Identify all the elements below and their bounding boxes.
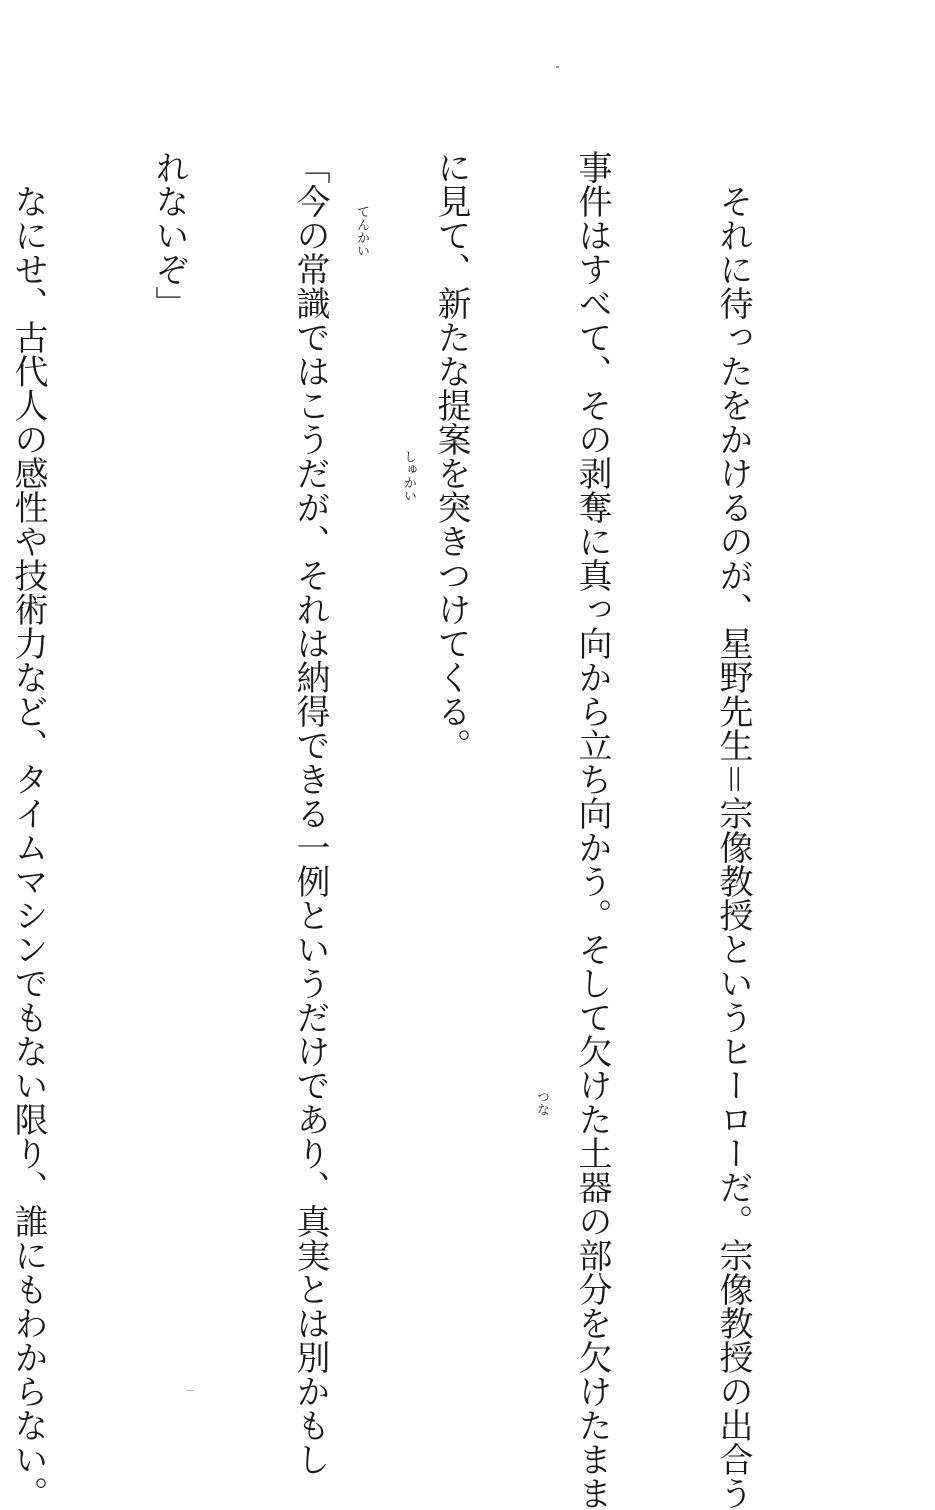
vertical-text-body	[8, 150, 850, 1510]
ruby-annotation: てんかい	[354, 205, 369, 257]
text-line: なにせ、古代人の感性や技術力など、タイムマシンでもない限り、誰にもわからない。	[8, 150, 48, 1510]
ruby-annotation: つな	[534, 1090, 549, 1116]
print-speck	[556, 66, 559, 68]
text-line: れないぞ」	[149, 150, 189, 320]
text-line: それに待ったをかけるのが、星野先生＝宗像教授というヒーローだ。宗像教授の出合う	[713, 150, 753, 1510]
print-speck	[186, 1390, 194, 1391]
text-line: に見て、新たな提案を突きつけてくる。	[431, 150, 471, 762]
text-line: 事件はすべて、その剥奪に真っ向から立ち向かう。そして欠けた土器の部分を欠けたまま	[572, 150, 612, 1510]
ruby-annotation: しゅかい	[401, 450, 416, 502]
text-line: 「今の常識ではこうだが、それは納得できる一例というだけであり、真実とは別かもし	[290, 150, 330, 1476]
